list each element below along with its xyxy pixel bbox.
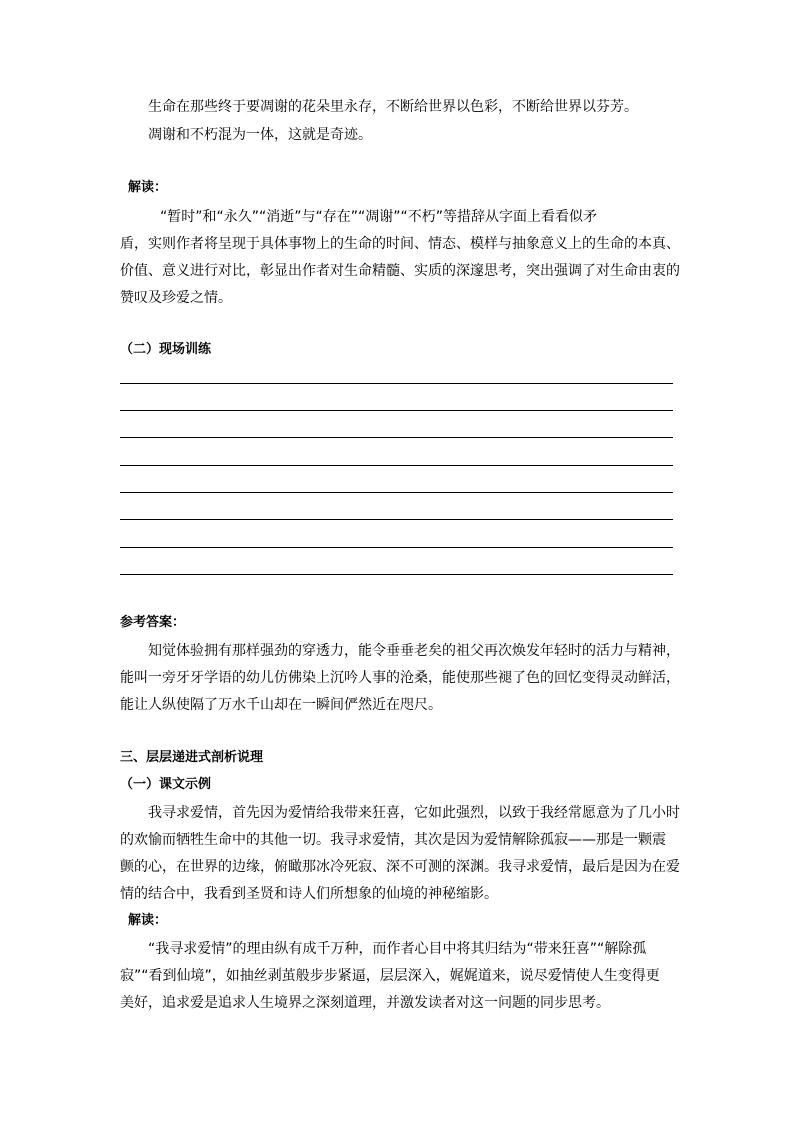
example-line: 我寻求爱情，首先因为爱情给我带来狂喜，它如此强烈，以致于我经常愿意为了几小时 (148, 805, 680, 821)
reference-line: 能让人纵使隔了万水千山却在一瞬间俨然近在咫尺。 (120, 697, 442, 713)
interpretation-line: “暂时”和“永久”“消逝”与“存在”“凋谢”“不朽”等措辞从字面上看看似矛 (160, 209, 598, 225)
practice-heading: （二）现场训练 (120, 342, 212, 357)
interpretation-line: 价值、意义进行对比，彰显出作者对生命精髓、实质的深邃思考，突出强调了对生命由衷的 (120, 263, 680, 279)
answer-line (120, 492, 673, 493)
reference-heading: 参考答案： (120, 615, 186, 630)
interpretation-line: 盾，实则作者将呈现于具体事物上的生命的时间、情态、模样与抽象意义上的生命的本真、 (120, 236, 680, 252)
answer-line (120, 383, 673, 384)
interpretation-line: 赞叹及珍爱之情。 (120, 290, 232, 306)
interpretation-line: “我寻求爱情”的理由纵有成千万种，而作者心目中将其归结为“带来狂喜”“解除孤 (148, 941, 647, 957)
subsection-heading: （一）课文示例 (120, 777, 212, 792)
answer-line (120, 465, 673, 466)
paragraph: 凋谢和不朽混为一体，这就是奇迹。 (148, 127, 372, 143)
interpretation-heading: 解读： (128, 180, 168, 195)
interpretation-line: 美好，追求爱是追求人生境界之深刻道理，并激发读者对这一问题的同步思考。 (120, 995, 610, 1011)
interpretation-line: 寂”“看到仙境”，如抽丝剥茧般步步紧逼，层层深入，娓娓道来，说尽爱情使人生变得更 (120, 968, 660, 984)
section-heading: 三、层层递进式剖析说理 (120, 750, 264, 765)
answer-line (120, 547, 673, 548)
example-line: 颤的心，在世界的边缘，俯瞰那冰冷死寂、深不可测的深渊。我寻求爱情，最后是因为在爱 (120, 859, 680, 875)
reference-line: 知觉体验拥有那样强劲的穿透力，能令垂垂老矣的祖父再次焕发年轻时的活力与精神， (148, 643, 680, 659)
paragraph: 生命在那些终于要凋谢的花朵里永存，不断给世界以色彩，不断给世界以芬芳。 (148, 99, 638, 115)
answer-line (120, 410, 673, 411)
example-line: 情的结合中，我看到圣贤和诗人们所想象的仙境的神秘缩影。 (120, 886, 498, 902)
answer-line (120, 574, 673, 575)
interpretation-heading: 解读： (128, 913, 168, 928)
example-line: 的欢愉而牺牲生命中的其他一切。我寻求爱情，其次是因为爱情解除孤寂——那是一颗震 (120, 832, 666, 848)
reference-line: 能叫一旁牙牙学语的幼儿仿佛染上沉吟人事的沧桑，能使那些褪了色的回忆变得灵动鲜活， (120, 670, 680, 686)
answer-line (120, 519, 673, 520)
answer-line (120, 437, 673, 438)
